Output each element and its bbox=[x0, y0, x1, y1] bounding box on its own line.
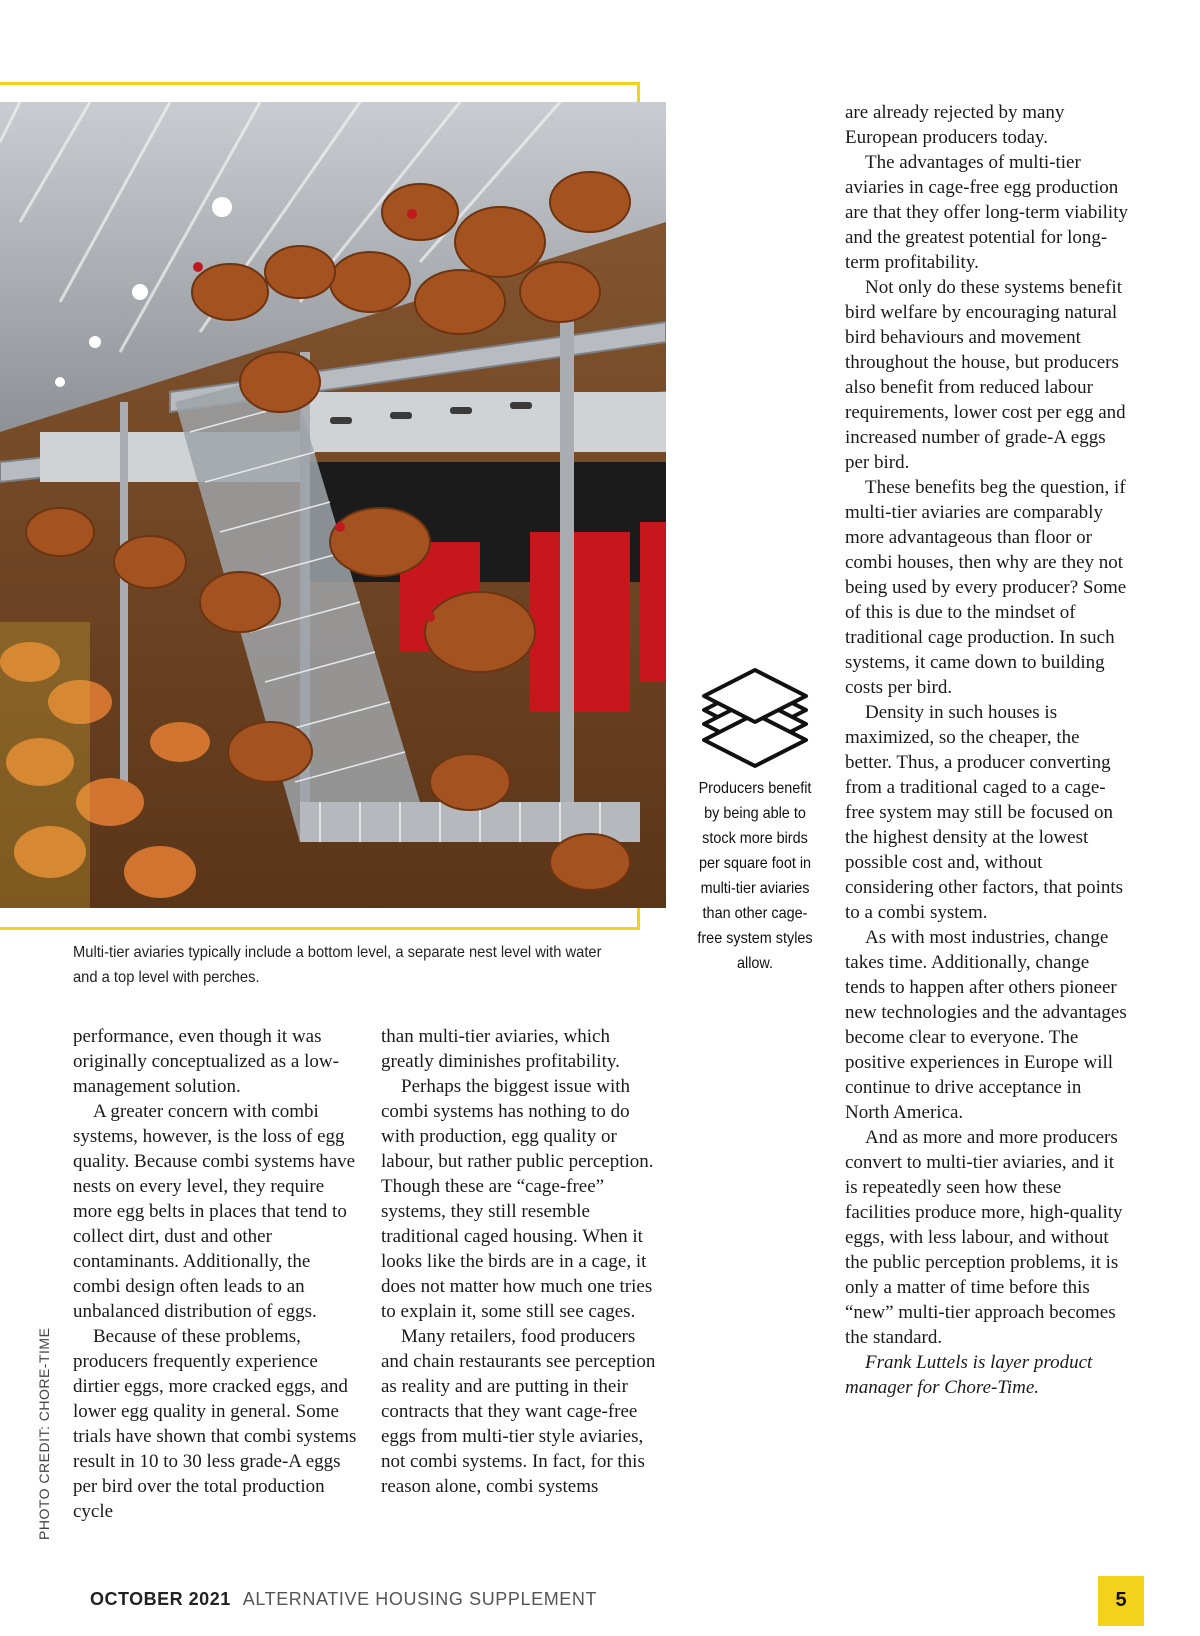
photo-caption: Multi-tier aviaries typically include a bottom level, a separate nest level with water and a top level with perches. bbox=[73, 944, 602, 986]
page-number: 5 bbox=[1115, 1589, 1127, 1611]
article-column-2 bbox=[381, 1024, 666, 1499]
publication-title: ALTERNATIVE HOUSING SUPPLEMENT bbox=[242, 1589, 598, 1609]
paragraph: are already rejected by many European producers today. bbox=[845, 102, 1065, 148]
paragraph: Not only do these systems benefit bird welfare by encouraging natural bird behaviours and movement throughout the house, but producers also benefit from reduced labour requirements, lower cost per egg and increased number of grade-A eggs per bird. bbox=[845, 277, 1126, 473]
paragraph: And as more and more producers convert to multi-tier aviaries, and it is repeatedly seen how these facilities produce more, high-quality eggs, with less labour, and without the public perception problems, it is only a matter of time before this “new” multi-tier approach becomes the standard. bbox=[845, 1127, 1123, 1348]
article-column-3 bbox=[845, 100, 1130, 1400]
paragraph: Many retailers, food producers and chain restaurants see perception as reality and are putting in their contracts that they want cage-free eggs from multi-tier style aviaries, not combi systems. In fact, for this reason alone, combi systems bbox=[381, 1326, 656, 1497]
paragraph: Because of these problems, producers frequently experience dirtier eggs, more cracked eggs, and lower egg quality in general. Some trials have shown that combi systems result in 10 to 30 less grade-A eggs per bird over the total production cycle bbox=[73, 1326, 357, 1522]
paragraph: Density in such houses is maximized, so the cheaper, the better. Thus, a producer converting from a traditional caged to a cage-free system may still be focused on the highest density at the lowest possible cost and, without considering other factors, that points to a combi system. bbox=[845, 702, 1124, 923]
page-footer bbox=[90, 1589, 597, 1610]
paragraph: As with most industries, change takes time. Additionally, change tends to happen after others pioneer new technologies and the advantages become clear to everyone. The positive experiences in Europe will continue to drive acceptance in North America. bbox=[845, 927, 1127, 1123]
pull-quote: Producers benefit by being able to stock more birds per square foot in multi-tier aviaries than other cage-free system styles allow. bbox=[697, 780, 813, 972]
article-column-1 bbox=[73, 1024, 358, 1524]
photo-credit: PHOTO CREDIT: CHORE-TIME bbox=[36, 1327, 52, 1540]
stacked-layers-icon bbox=[696, 666, 814, 774]
aviary-photo bbox=[0, 102, 666, 908]
issue-date: OCTOBER 2021 bbox=[90, 1589, 231, 1609]
paragraph: performance, even though it was originally conceptualized as a low-management solution. bbox=[73, 1026, 339, 1097]
author-byline: Frank Luttels is layer product manager for Chore-Time. bbox=[845, 1352, 1093, 1398]
paragraph: The advantages of multi-tier aviaries in cage-free egg production are that they offer long-term viability and the greatest potential for long-term profitability. bbox=[845, 152, 1128, 273]
paragraph: Perhaps the biggest issue with combi systems has nothing to do with production, egg quality or labour, but rather public perception. Though these are “cage-free” systems, they still resemble traditional caged housing. When it looks like the birds are in a cage, it does not matter how much one tries to explain it, some still see cages. bbox=[381, 1076, 654, 1322]
photo-frame-bottom bbox=[0, 927, 640, 930]
paragraph: A greater concern with combi systems, however, is the loss of egg quality. Because combi systems have nests on every level, they require more egg belts in places that tend to collect dirt, dust and other contaminants. Additionally, the combi design often leads to an unbalanced distribution of eggs. bbox=[73, 1101, 356, 1322]
paragraph: than multi-tier aviaries, which greatly diminishes profitability. bbox=[381, 1026, 620, 1072]
page-number-box bbox=[1098, 1576, 1144, 1626]
photo-frame-top bbox=[0, 82, 640, 85]
paragraph: These benefits beg the question, if multi-tier aviaries are comparably more advantageous than floor or combi houses, then why are they not being used by every producer? Some of this is due to the mindset of traditional cage production. In such systems, it came down to building costs per bird. bbox=[845, 477, 1127, 698]
